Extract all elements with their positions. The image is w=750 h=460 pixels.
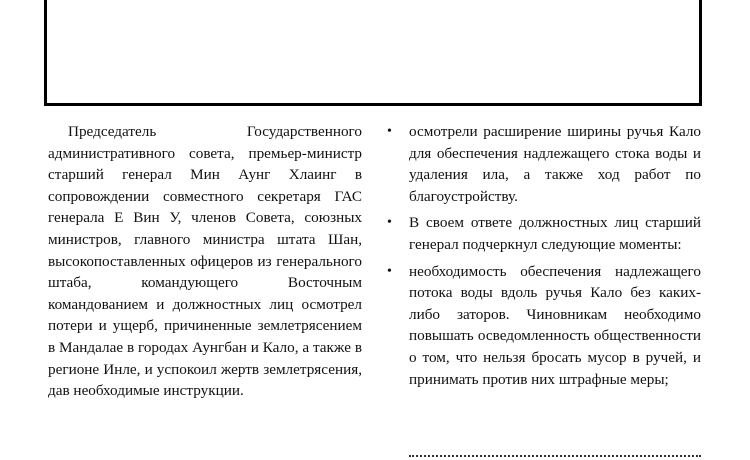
main-paragraph: Председатель Государственного административного совета, премьер-министр старший генерал Мин Аунг Хлаинг в сопровождении совместного секретаря ГАС генерала Е Вин У, членов Совета, союзных министров, главного министра штата Шан, высокопоставленных офицеров из генерального штаба, командующего Восточным командованием и должностных лиц осмотрел потери и ущерб, причиненные землетрясением в Мандалае в городах Аунгбан и Кало, а также в регионе Инле, и успокоил жертв землетрясения, дав необходимые инструкции. bbox=[48, 123, 362, 400]
bullet-list bbox=[385, 121, 701, 390]
right-column bbox=[385, 121, 701, 395]
left-column bbox=[48, 121, 362, 402]
bullet-marker: • bbox=[387, 215, 392, 231]
list-item-text: осмотрели расширение ширины ручья Кало для обеспечения надлежащего стока воды и удаления ила, а также ход работ по благоустройству. bbox=[409, 123, 701, 205]
list-item-text: В своем ответе должностных лиц старший генерал подчеркнул следующие моменты: bbox=[409, 214, 701, 253]
cut-off-next-line bbox=[409, 452, 701, 460]
bullet-marker: • bbox=[387, 124, 392, 139]
image-frame bbox=[44, 0, 702, 106]
list-item-text: необходимость обеспечения надлежащего потока воды вдоль ручья Кало без каких-либо заторов. Чиновникам необходимо повышать осведомленность общественности о том, что нельзя бросать мусор в ручей, и принимать против них штрафные меры; bbox=[409, 262, 701, 388]
bullet-marker: • bbox=[387, 263, 392, 279]
list-item bbox=[385, 261, 701, 391]
list-item bbox=[385, 212, 701, 255]
list-item bbox=[385, 121, 701, 207]
